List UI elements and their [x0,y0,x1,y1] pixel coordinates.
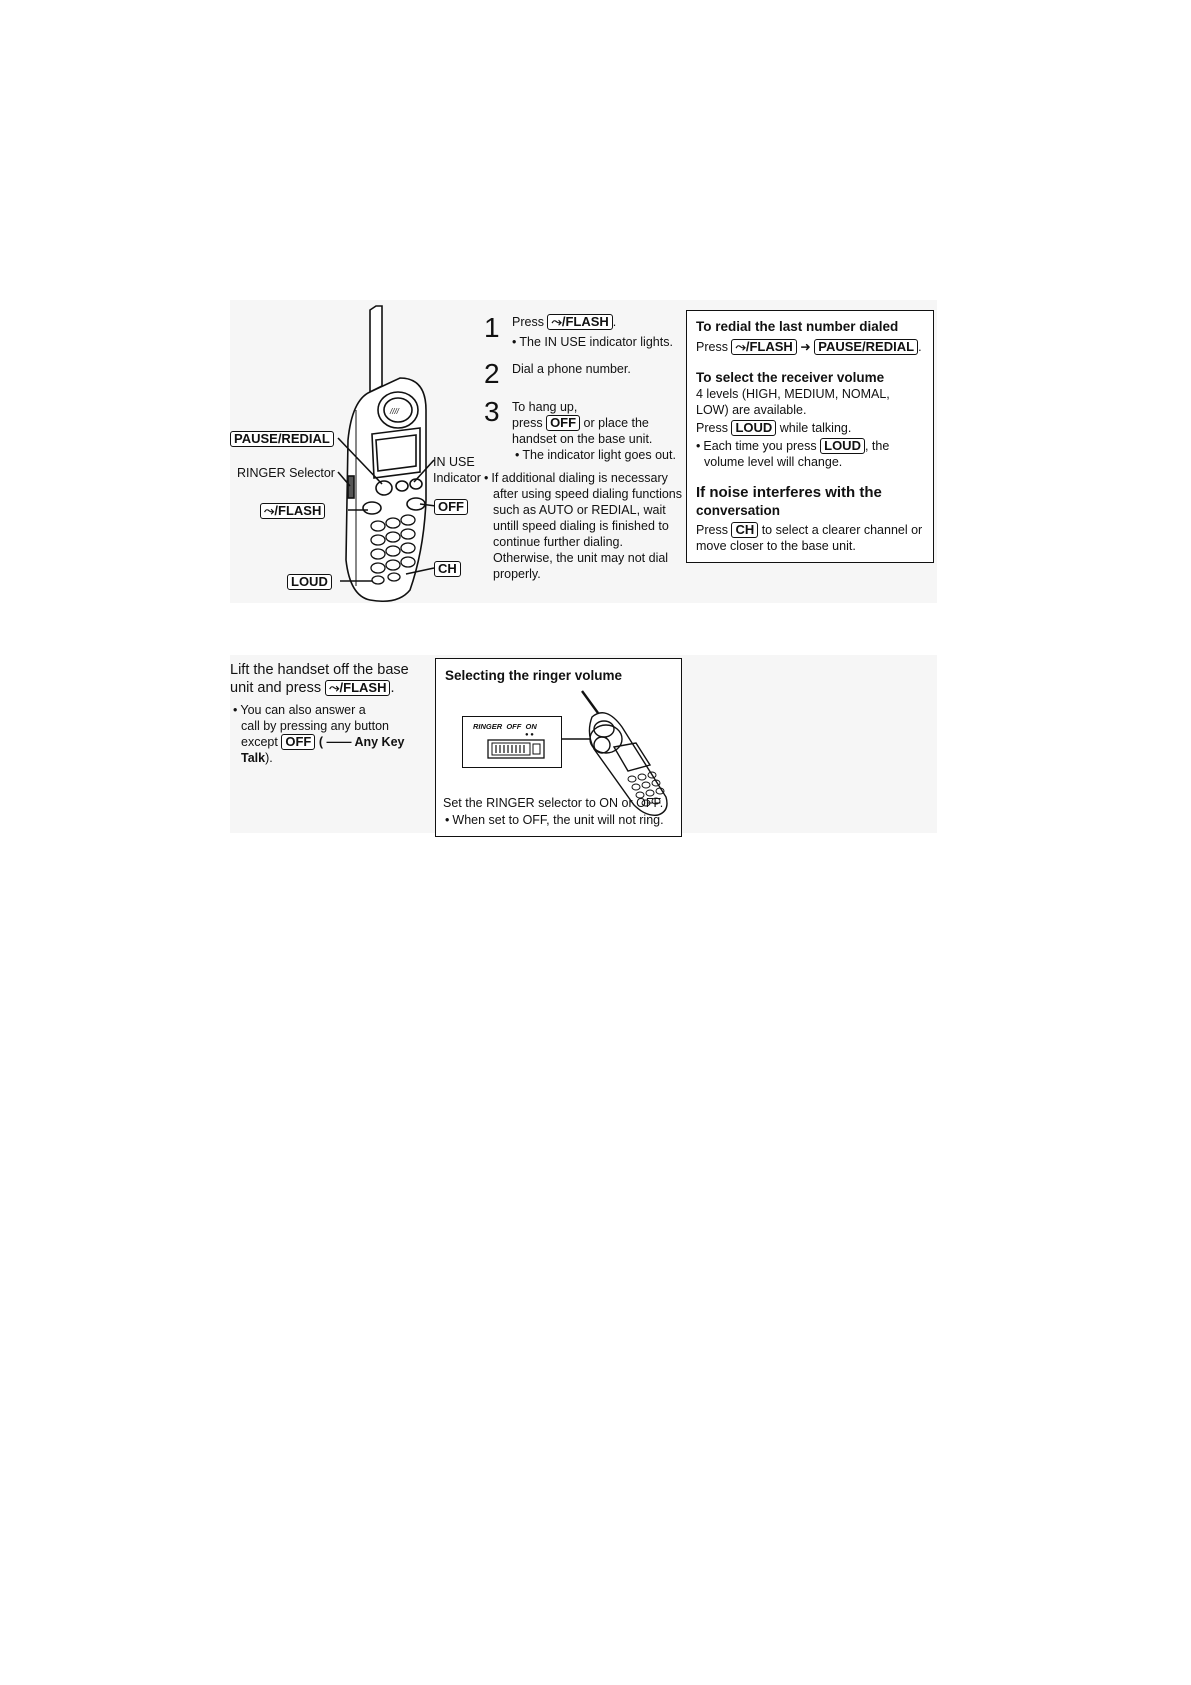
label-loud [287,573,332,591]
noise-title: If noise interferes with the conversation [696,484,882,518]
speed-dial-note: • If additional dialing is necessary after using speed dialing functions such as AUTO or REDIAL, wait untill speed dialing is finished to continue further dialing. Otherwise, the unit may not dial properly. [484,470,682,582]
flash-key: ⤳/FLASH [547,314,612,330]
label-flash [260,502,325,520]
step-1-number: 1 [484,312,500,343]
flash-key: ⤳/FLASH [731,339,796,355]
loud-key: LOUD [820,438,865,454]
label-off [434,498,468,516]
switch-dots: ● ● [525,732,534,738]
pause-redial-key: PAUSE/REDIAL [814,339,918,355]
info-box: To redial the last number dialed Press ⤳/FLASH ➜ PAUSE/REDIAL . To select the receiver volume 4 levels (HIGH, MEDIUM, NOMAL, LOW) are available. Press LOUD while talking. • Each time you press LOUD , the volume level will change. If noise interferes with the conversation Press CH to select a clearer channel or move closer to the base unit. [686,310,934,563]
ringer-switch-label: RINGER OFF ON [473,722,537,731]
off-key: OFF [546,415,580,431]
flash-key: ⤳/FLASH [260,503,325,519]
svg-text:////: //// [390,407,399,416]
antenna-shape [370,306,382,392]
answer-instruction: Lift the handset off the base unit and press ⤳/FLASH . [230,662,409,696]
redial-instruction: Press ⤳/FLASH ➜ PAUSE/REDIAL . [696,339,922,354]
pause-redial-key: PAUSE/REDIAL [230,431,334,447]
step-1-note: • The IN USE indicator lights. [512,334,673,350]
ringer-note: • When set to OFF, the unit will not ring. [445,812,664,828]
label-ch [434,560,461,578]
ringer-switch-icon [487,739,547,759]
step-3-note: • The indicator light goes out. [515,447,676,463]
step-3-text: To hang up, press OFF or place the handset on the base unit. [512,400,653,446]
loud-key: LOUD [287,574,332,590]
noise-instruction: Press CH to select a clearer channel or [696,522,923,537]
off-key: OFF [281,734,315,750]
ringer-volume-box [435,658,682,837]
ringer-instruction: Set the RINGER selector to ON or OFF. [443,796,664,810]
volume-title: To select the receiver volume [696,370,885,385]
off-key: OFF [434,499,468,515]
answer-note: • You can also answer a call by pressing any button except OFF ( —— Any Key Talk). [233,702,404,766]
redial-title: To redial the last number dialed [696,319,899,334]
volume-note: • Each time you press LOUD , the [696,438,924,454]
label-in-use-indicator: IN USE Indicator [433,455,481,485]
step-1-text: Press ⤳/FLASH . [512,314,617,329]
ringer-switch-inset [462,716,562,768]
step-2-number: 2 [484,358,500,389]
step-2-text: Dial a phone number. [512,362,631,376]
ch-key: CH [434,561,461,577]
step-3-number: 3 [484,396,500,427]
ringer-box-title: Selecting the ringer volume [445,668,623,683]
label-pause-redial [230,430,334,448]
label-ringer-selector: RINGER Selector [237,466,335,480]
arrow-right-icon: ➜ [800,340,811,354]
loud-key: LOUD [731,420,776,436]
volume-instruction: Press LOUD while talking. [696,420,852,435]
flash-key: ⤳/FLASH [325,680,390,696]
ch-key: CH [731,522,758,538]
